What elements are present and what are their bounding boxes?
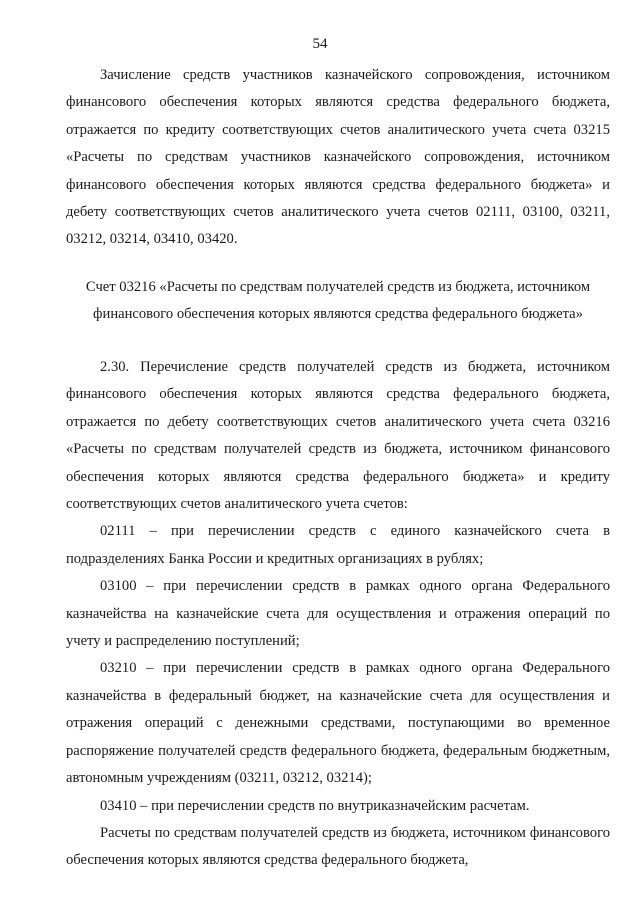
page-number: 54 — [312, 36, 328, 52]
intro-block — [66, 62, 610, 254]
paragraph-03100: 03100 – при перечислении средств в рамках одного органа Федерального казначейства на казначейские счета для осуществления и отражения операций по учету и распределению поступлений; — [66, 578, 610, 650]
section-heading: Счет 03216 «Расчеты по средствам получателей средств из бюджета, источником финансового обеспечения которых являются средства федерального бюджета» — [85, 279, 591, 323]
intro-paragraph: Зачисление средств участников казначейского сопровождения, источником финансового обеспечения которых являются средства федерального бюджета, отражается по кредиту соответствующих счетов аналитического учета счета 03215 «Расчеты по средствам участников казначейского сопровождения, источником финансового обеспечения которых являются средства федерального бюджета» и дебету соответствующих счетов аналитического учета счетов 02111, 03100, 03211, 03212, 03214, 03410, 03420. — [66, 67, 610, 248]
section-body — [66, 354, 610, 875]
paragraph-2-30: 2.30. Перечисление средств получателей средств из бюджета, источником финансового обеспечения которых являются средства федерального бюджета, отражается по дебету соответствующих счетов аналитического учета счета 03216 «Расчеты по средствам получателей средств из бюджета, источником финансового обеспечения которых являются средства федерального бюджета» и кредиту соответствующих счетов аналитического учета счетов: — [66, 359, 610, 513]
paragraph-03410: 03410 – при перечислении средств по внутриказначейским расчетам. — [100, 797, 530, 814]
paragraph-02111: 02111 – при перечислении средств с единого казначейского счета в подразделениях Банка России и кредитных организациях в рублях; — [66, 523, 610, 567]
paragraph-03210: 03210 – при перечислении средств в рамках одного органа Федерального казначейства в федеральный бюджет, на казначейские счета для осуществления и отражения операций с денежными средствами, поступающими во временное распоряжение получателей средств федерального бюджета, федеральным бюджетным, автономным учреждениям (03211, 03212, 03214); — [66, 660, 610, 787]
paragraph-settlements: Расчеты по средствам получателей средств из бюджета, источником финансового обеспечения которых являются средства федерального бюджета, — [66, 824, 610, 869]
